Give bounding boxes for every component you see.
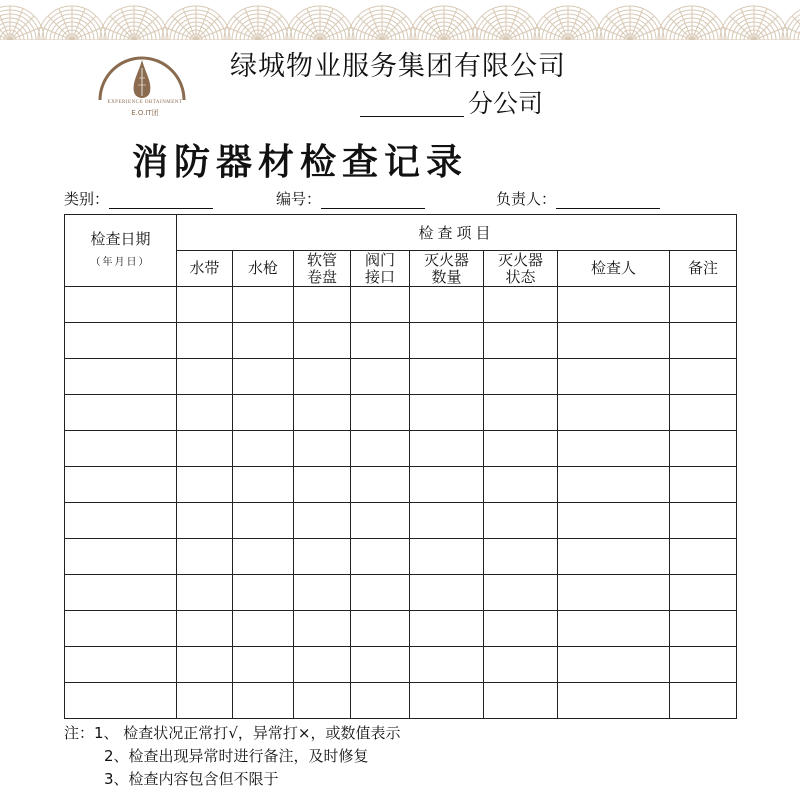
table-row [65, 395, 737, 431]
table-cell[interactable] [177, 359, 233, 395]
table-cell[interactable] [484, 323, 558, 359]
table-cell[interactable] [410, 611, 484, 647]
table-cell[interactable] [670, 467, 737, 503]
column-header: 灭火器 数量 [410, 251, 484, 287]
table-cell[interactable] [65, 395, 177, 431]
table-cell[interactable] [351, 611, 410, 647]
fan-rib [506, 16, 530, 40]
table-cell[interactable] [233, 467, 294, 503]
number-label: 编号： [276, 190, 322, 208]
decorative-fan-border [0, 0, 800, 40]
table-cell[interactable] [65, 431, 177, 467]
table-cell[interactable] [65, 539, 177, 575]
table-cell[interactable] [65, 575, 177, 611]
fan-rib [72, 16, 96, 40]
table-cell[interactable] [233, 431, 294, 467]
table-cell[interactable] [177, 467, 233, 503]
inspection-table [64, 214, 737, 719]
table-cell[interactable] [177, 539, 233, 575]
table-cell[interactable] [670, 647, 737, 683]
table-cell[interactable] [65, 647, 177, 683]
table-cell[interactable] [558, 647, 670, 683]
responsible-label: 负责人： [496, 190, 557, 208]
table-cell[interactable] [294, 539, 351, 575]
logo-caption: EXPERIENCE OBTAINMENT [107, 100, 183, 105]
table-cell[interactable] [233, 647, 294, 683]
table-cell[interactable] [670, 431, 737, 467]
table-cell[interactable] [484, 431, 558, 467]
table-row [65, 647, 737, 683]
company-logo [92, 38, 192, 118]
table-cell[interactable] [177, 503, 233, 539]
column-header: 水带 [177, 251, 233, 287]
table-cell[interactable] [484, 395, 558, 431]
category-blank[interactable] [109, 194, 213, 209]
table-cell[interactable] [670, 287, 737, 323]
table-cell[interactable] [558, 323, 670, 359]
table-row [65, 503, 737, 539]
fan-rib [10, 16, 34, 40]
table-cell[interactable] [558, 287, 670, 323]
table-cell[interactable] [410, 467, 484, 503]
column-header: 软管 卷盘 [294, 251, 351, 287]
fan-rib [172, 16, 196, 40]
fan-rib [110, 16, 134, 40]
table-cell[interactable] [177, 395, 233, 431]
date-format-hint: （年月日） [90, 256, 151, 268]
table-cell[interactable] [233, 359, 294, 395]
table-cell[interactable] [177, 647, 233, 683]
table-cell[interactable] [177, 683, 233, 719]
table-cell[interactable] [484, 359, 558, 395]
table-cell[interactable] [484, 503, 558, 539]
table-cell[interactable] [351, 539, 410, 575]
table-cell[interactable] [484, 467, 558, 503]
table-cell[interactable] [351, 503, 410, 539]
table-cell[interactable] [670, 683, 737, 719]
table-row [65, 467, 737, 503]
table-cell[interactable] [177, 431, 233, 467]
table-cell[interactable] [65, 467, 177, 503]
fan-rib [196, 16, 220, 40]
table-cell[interactable] [351, 395, 410, 431]
table-cell[interactable] [410, 503, 484, 539]
notes [64, 722, 400, 791]
table-row [65, 323, 737, 359]
table-cell[interactable] [65, 323, 177, 359]
table-cell[interactable] [410, 647, 484, 683]
table-cell[interactable] [558, 575, 670, 611]
column-header: 灭火器 状态 [484, 251, 558, 287]
branch-suffix: 分公司 [468, 89, 544, 118]
table-cell[interactable] [177, 611, 233, 647]
table-cell[interactable] [670, 575, 737, 611]
table-cell[interactable] [670, 395, 737, 431]
table-cell[interactable] [294, 431, 351, 467]
table-cell[interactable] [558, 683, 670, 719]
table-cell[interactable] [484, 611, 558, 647]
fan-rib [48, 16, 72, 40]
fan-rib [630, 16, 654, 40]
table-cell[interactable] [294, 287, 351, 323]
column-header: 阀门 接口 [351, 251, 410, 287]
fan-rib [482, 16, 506, 40]
fan-rib [358, 16, 382, 40]
table-cell[interactable] [558, 539, 670, 575]
table-cell[interactable] [233, 611, 294, 647]
table-cell[interactable] [558, 467, 670, 503]
table-cell[interactable] [65, 683, 177, 719]
fan-rib [320, 16, 344, 40]
table-cell[interactable] [177, 575, 233, 611]
number-blank[interactable] [321, 194, 425, 209]
responsible-field[interactable] [496, 188, 660, 209]
table-cell[interactable] [670, 539, 737, 575]
table-cell[interactable] [294, 467, 351, 503]
fan-rib [134, 16, 158, 40]
column-header: 检查人 [558, 251, 670, 287]
column-header: 备注 [670, 251, 737, 287]
table-cell[interactable] [484, 539, 558, 575]
table-cell[interactable] [233, 287, 294, 323]
table-row [65, 575, 737, 611]
number-field[interactable] [276, 188, 425, 209]
logo-subtitle: E.O.IT团 [131, 109, 159, 117]
items-header: 检查项目 [177, 215, 737, 251]
table-cell[interactable] [233, 503, 294, 539]
note-2: 2、检查出现异常时进行备注，及时修复 [104, 747, 369, 765]
table-row [65, 359, 737, 395]
table-cell[interactable] [233, 395, 294, 431]
table-cell[interactable] [233, 323, 294, 359]
table-cell[interactable] [558, 611, 670, 647]
responsible-blank[interactable] [556, 194, 660, 209]
company-name: 绿城物业服务集团有限公司 [230, 51, 566, 82]
note-3: 3、检查内容包含但不限于 [104, 770, 279, 788]
date-header-label: 检查日期 [90, 229, 151, 248]
table-cell[interactable] [410, 683, 484, 719]
fan-rib [754, 16, 778, 40]
table-cell[interactable] [410, 359, 484, 395]
fan-rib [544, 16, 568, 40]
table-cell[interactable] [410, 539, 484, 575]
table-cell[interactable] [351, 431, 410, 467]
table-cell[interactable] [351, 647, 410, 683]
fan-rib [420, 16, 444, 40]
table-cell[interactable] [294, 323, 351, 359]
table-cell[interactable] [351, 683, 410, 719]
category-field[interactable] [64, 188, 213, 209]
table-cell[interactable] [670, 503, 737, 539]
table-cell[interactable] [484, 287, 558, 323]
table-cell[interactable] [177, 323, 233, 359]
table-cell[interactable] [294, 611, 351, 647]
table-cell[interactable] [65, 359, 177, 395]
table-cell[interactable] [65, 611, 177, 647]
table-cell[interactable] [294, 575, 351, 611]
table-cell[interactable] [410, 395, 484, 431]
table-cell[interactable] [294, 359, 351, 395]
fan-rib [568, 16, 592, 40]
table-row [65, 287, 737, 323]
table-cell[interactable] [294, 503, 351, 539]
column-header: 水枪 [233, 251, 294, 287]
table-row [65, 431, 737, 467]
table-cell[interactable] [558, 431, 670, 467]
table-cell[interactable] [351, 287, 410, 323]
table-cell[interactable] [294, 683, 351, 719]
note-1: 注：1、 检查状况正常打√，异常打×，或数值表示 [64, 724, 401, 742]
table-cell[interactable] [670, 323, 737, 359]
table-cell[interactable] [65, 287, 177, 323]
table-cell[interactable] [351, 467, 410, 503]
table-cell[interactable] [410, 575, 484, 611]
table-cell[interactable] [558, 503, 670, 539]
table-row [65, 683, 737, 719]
fan-rib [258, 16, 282, 40]
table-cell[interactable] [410, 323, 484, 359]
fan-rib [382, 16, 406, 40]
fan-rib [444, 16, 468, 40]
table-cell[interactable] [558, 395, 670, 431]
table-cell[interactable] [670, 611, 737, 647]
table-row [65, 539, 737, 575]
branch-name-blank[interactable] [360, 116, 464, 117]
table-cell[interactable] [558, 359, 670, 395]
fan-rib [606, 16, 630, 40]
table-cell[interactable] [233, 539, 294, 575]
date-header [65, 215, 177, 287]
table-cell[interactable] [294, 647, 351, 683]
form-title: 消防器材检查记录 [132, 142, 469, 183]
table-cell[interactable] [410, 431, 484, 467]
table-cell[interactable] [484, 647, 558, 683]
table-cell[interactable] [351, 323, 410, 359]
table-cell[interactable] [484, 683, 558, 719]
fan-rib [730, 16, 754, 40]
table-cell[interactable] [233, 683, 294, 719]
table-cell[interactable] [294, 395, 351, 431]
table-cell[interactable] [65, 503, 177, 539]
table-cell[interactable] [484, 575, 558, 611]
fan-rib [234, 16, 258, 40]
table-cell[interactable] [410, 287, 484, 323]
table-cell[interactable] [233, 575, 294, 611]
table-cell[interactable] [177, 287, 233, 323]
table-cell[interactable] [351, 575, 410, 611]
table-cell[interactable] [351, 359, 410, 395]
fan-rib [668, 16, 692, 40]
category-label: 类别： [64, 190, 110, 208]
fan-rib [296, 16, 320, 40]
table-cell[interactable] [670, 359, 737, 395]
fan-rib [692, 16, 716, 40]
table-row [65, 611, 737, 647]
